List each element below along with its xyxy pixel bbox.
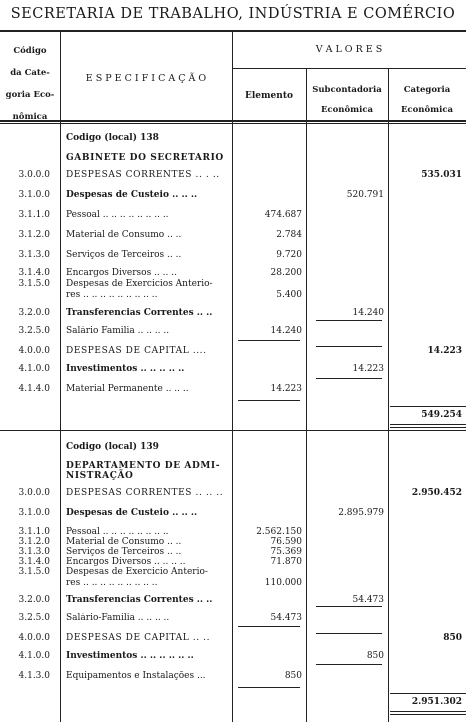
row-code: 4.1.3.0 xyxy=(18,671,50,681)
header-bottom-rule-2 xyxy=(0,123,466,124)
section-total-value: 2.951.302 xyxy=(411,697,462,707)
valores-rule xyxy=(232,68,466,69)
section-code-label: Codigo (local) 139 xyxy=(66,442,159,452)
row-code: 3.2.5.0 xyxy=(18,326,50,336)
row-elemento-value: 75.369 xyxy=(270,547,302,557)
sub-rule-b xyxy=(316,378,382,379)
section-total-rule-bottom-2 xyxy=(390,427,466,428)
row-categoria-value: 850 xyxy=(443,633,462,643)
row-code: 3.1.2.0 xyxy=(18,230,50,240)
row-categoria-value: 535.031 xyxy=(421,170,462,180)
row-code: 3.2.0.0 xyxy=(18,595,50,605)
header-elemento: Elemento xyxy=(245,91,293,101)
row-description: Encargos Diversos .. .. .. .. xyxy=(66,557,186,567)
row-code: 4.0.0.0 xyxy=(18,633,50,643)
sub-rule-a xyxy=(316,320,382,321)
page-title: SECRETARIA DE TRABALHO, INDÚSTRIA E COMÉRCIO xyxy=(10,6,456,22)
section-total-rule-top xyxy=(390,693,466,694)
row-description: Material Permanente .. .. .. xyxy=(66,384,189,394)
row-subconsignacao-value: 850 xyxy=(366,651,384,661)
row-code: 3.1.2.0 xyxy=(18,537,50,547)
row-subconsignacao-value: 2.895.979 xyxy=(338,508,384,518)
header-especificacao: E S P E C I F I C A Ç Ã O xyxy=(85,73,207,84)
row-description: Transferencias Correntes .. .. xyxy=(66,595,213,605)
row-code: 3.2.0.0 xyxy=(18,308,50,318)
row-description: Material de Consumo .. .. xyxy=(66,537,182,547)
col-rule-3 xyxy=(306,68,307,722)
row-description: Serviços de Terceiros .. .. xyxy=(66,547,182,557)
row-description: res .. .. .. .. .. .. .. .. .. xyxy=(66,578,158,588)
elem-rule-c xyxy=(238,626,300,627)
row-code: 3.0.0.0 xyxy=(18,488,50,498)
row-description: DESPESAS CORRENTES .. . .. xyxy=(66,170,220,180)
row-elemento-value: 5.400 xyxy=(276,290,302,300)
row-description: Salário-Familia .. .. .. .. xyxy=(66,613,170,623)
row-subconsignacao-value: 14.223 xyxy=(352,364,384,374)
row-elemento-value: 9.720 xyxy=(276,250,302,260)
row-description: Despesas de Exercicio Anterio- xyxy=(66,567,208,577)
row-description: DESPESAS DE CAPITAL .... xyxy=(66,346,207,356)
sub-rule-d xyxy=(316,664,382,665)
section-name: DEPARTAMENTO DE ADMI- xyxy=(66,461,221,471)
row-subconsignacao-value: 54.473 xyxy=(352,595,384,605)
row-code: 3.1.4.0 xyxy=(18,557,50,567)
row-code: 4.1.0.0 xyxy=(18,364,50,374)
section-code-label: Codigo (local) 138 xyxy=(66,133,159,143)
row-description: Despesas de Custeio .. .. .. xyxy=(66,190,198,200)
row-elemento-value: 850 xyxy=(284,671,302,681)
row-code: 3.1.5.0 xyxy=(18,567,50,577)
section-total-rule-bottom-2 xyxy=(390,714,466,715)
top-rule xyxy=(0,30,466,32)
col-rule-1 xyxy=(60,30,61,722)
row-code: 4.1.4.0 xyxy=(18,384,50,394)
row-description: Despesas de Exercicios Anterio- xyxy=(66,279,213,289)
section-name: GABINETE DO SECRETARIO xyxy=(66,153,224,163)
header-codigo: Código da Cate- goria Eco- nômica xyxy=(5,46,55,122)
row-elemento-value: 54.473 xyxy=(270,613,302,623)
row-categoria-value: 2.950.452 xyxy=(411,488,462,498)
row-elemento-value: 474.687 xyxy=(264,210,302,220)
row-description: Material de Consumo .. .. xyxy=(66,230,182,240)
header-valores: V A L O R E S xyxy=(315,44,383,55)
row-description: Pessoal .. .. .. .. .. .. .. .. xyxy=(66,210,169,220)
section-total-rule-bottom xyxy=(390,424,466,425)
row-code: 3.1.3.0 xyxy=(18,250,50,260)
header-bottom-rule xyxy=(0,120,466,122)
row-code: 4.1.0.0 xyxy=(18,651,50,661)
row-description: Equipamentos e Instalações ... xyxy=(66,671,206,681)
row-code: 3.1.1.0 xyxy=(18,527,50,537)
row-description: DESPESAS DE CAPITAL .. .. xyxy=(66,633,211,643)
elemento-sum-rule xyxy=(238,400,300,401)
section-total-rule-bottom xyxy=(390,711,466,712)
section-total-rule-top xyxy=(390,406,466,407)
subconsignacao-sum-rule xyxy=(316,346,382,347)
row-elemento-value: 110.000 xyxy=(264,578,302,588)
row-description: res .. .. .. .. .. .. .. .. .. xyxy=(66,290,158,300)
row-elemento-value: 2.562.150 xyxy=(256,527,302,537)
row-code: 3.2.5.0 xyxy=(18,613,50,623)
row-code: 3.1.3.0 xyxy=(18,547,50,557)
row-code: 3.1.0.0 xyxy=(18,508,50,518)
row-description: Investimentos .. .. .. .. .. .. xyxy=(66,651,194,661)
row-elemento-value: 71.870 xyxy=(270,557,302,567)
row-code: 3.1.1.0 xyxy=(18,210,50,220)
col-rule-4 xyxy=(388,68,389,722)
header-subconsignacao: Subcontadoria Econômica xyxy=(312,85,382,115)
row-elemento-value: 76.590 xyxy=(270,537,302,547)
section-name: NISTRAÇÃO xyxy=(66,471,134,481)
row-code: 4.0.0.0 xyxy=(18,346,50,356)
row-description: Despesas de Custeio .. .. .. xyxy=(66,508,198,518)
header-categoria: Categoria Econômica xyxy=(400,85,454,115)
subconsignacao-sum-rule xyxy=(316,633,382,634)
row-elemento-value: 2.784 xyxy=(276,230,302,240)
row-subconsignacao-value: 520.791 xyxy=(346,190,384,200)
sub-rule-c xyxy=(316,606,382,607)
row-categoria-value: 14.223 xyxy=(427,346,462,356)
row-description: DESPESAS CORRENTES .. .. .. xyxy=(66,488,224,498)
row-description: Serviços de Terceiros .. .. xyxy=(66,250,182,260)
row-description: Transferencias Correntes .. .. xyxy=(66,308,213,318)
row-code: 3.0.0.0 xyxy=(18,170,50,180)
row-description: Pessoal .. .. .. .. .. .. .. .. xyxy=(66,527,169,537)
row-elemento-value: 14.223 xyxy=(270,384,302,394)
row-subconsignacao-value: 14.240 xyxy=(352,308,384,318)
row-elemento-value: 28.200 xyxy=(270,268,302,278)
row-description: Investimentos .. .. .. .. .. xyxy=(66,364,185,374)
row-code: 3.1.4.0 xyxy=(18,268,50,278)
section-separator xyxy=(0,430,466,431)
row-description: Salário Familia .. .. .. .. xyxy=(66,326,170,336)
elem-rule-a xyxy=(238,340,300,341)
elemento-sum-rule xyxy=(238,687,300,688)
row-description: Encargos Diversos .. .. .. xyxy=(66,268,177,278)
row-elemento-value: 14.240 xyxy=(270,326,302,336)
row-code: 3.1.0.0 xyxy=(18,190,50,200)
section-total-value: 549.254 xyxy=(421,410,462,420)
row-code: 3.1.5.0 xyxy=(18,279,50,289)
